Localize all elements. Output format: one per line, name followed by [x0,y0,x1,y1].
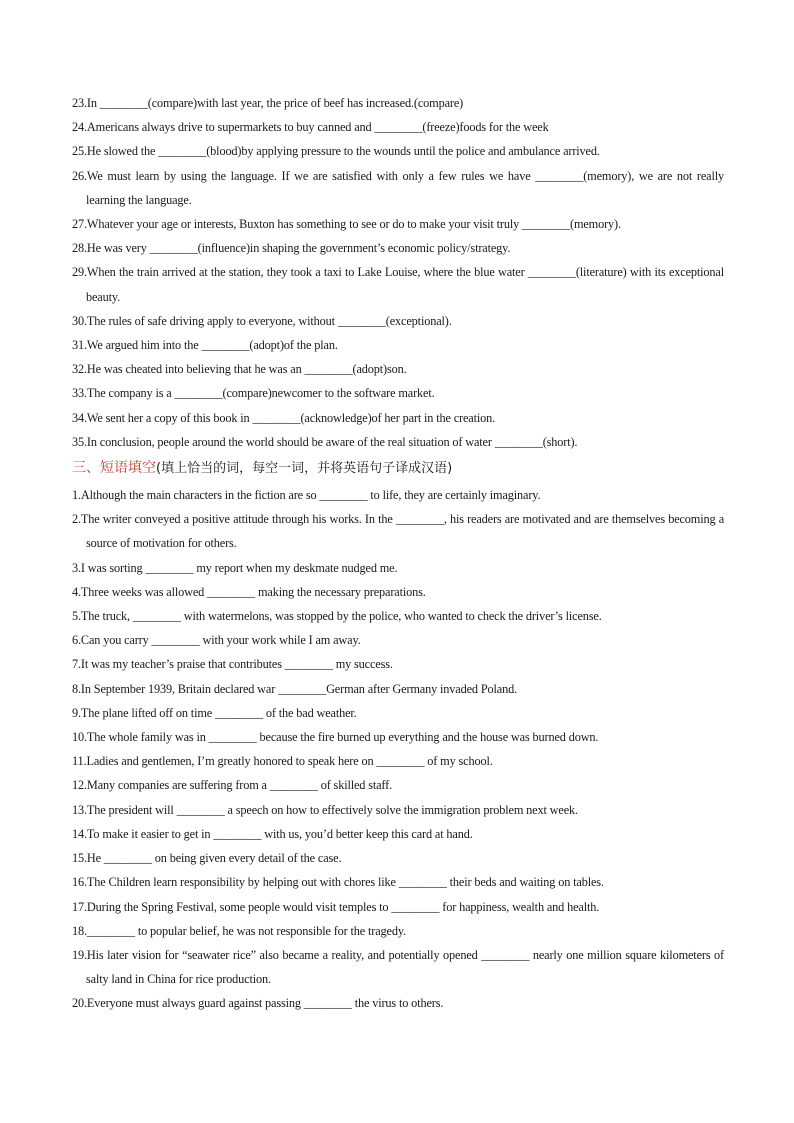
question-item: 5.The truck, ________ with watermelons, was stopped by the police, who wanted to check the driver’s license. [72,609,602,624]
question-item: 9.The plane lifted off on time ________ of the bad weather. [72,705,357,720]
question-item: 28.He was very ________(influence)in shaping the government’s economic policy/strategy. [72,241,511,256]
section-heading [72,455,724,482]
section-description: (填上恰当的词，每空一词，并将英语句子译成汉语) [156,461,453,477]
question-item: 30.The rules of safe driving apply to everyone, without ________(exceptional). [72,313,452,328]
question-item: 13.The president will ________ a speech on how to effectively solve the immigration problem next week. [72,802,578,817]
question-item: 4.Three weeks was allowed ________ making the necessary preparations. [72,584,426,599]
question-item: 24.Americans always drive to supermarkets to buy canned and ________(freeze)foods for the week [72,120,549,135]
question-item: 26.We must learn by using the language. If we are satisfied with only a few rules we have ________(memory), we are not really learning the language. [72,168,724,207]
question-item: 2.The writer conveyed a positive attitude through his works. In the ________, his readers are motivated and are themselves becoming a source of motivation for others. [72,512,724,551]
section-title: 短语填空 [100,460,156,477]
question-item: 32.He was cheated into believing that he was an ________(adopt)son. [72,362,407,377]
question-item: 15.He ________ on being given every detail of the case. [72,851,342,866]
question-item: 11.Ladies and gentlemen, I’m greatly honored to speak here on ________ of my school. [72,754,493,769]
question-item: 27.Whatever your age or interests, Buxton has something to see or do to make your visit truly ________(memory). [72,217,621,232]
question-item: 8.In September 1939, Britain declared war ________German after Germany invaded Poland. [72,681,518,696]
question-item: 25.He slowed the ________(blood)by applying pressure to the wounds until the police and ambulance arrived. [72,144,600,159]
question-item: 35.In conclusion, people around the world should be aware of the real situation of water ________(short). [72,434,578,449]
question-item: 29.When the train arrived at the station, they took a taxi to Lake Louise, where the blue water ________(literature) with its exceptional beauty. [72,265,724,304]
worksheet-page [72,91,724,1016]
section-number: 三、 [72,460,100,477]
question-item: 23.In ________(compare)with last year, the price of beef has increased.(compare) [72,96,464,110]
question-item: 16.The Children learn responsibility by helping out with chores like ________ their beds and waiting on tables. [72,875,604,890]
question-item: 12.Many companies are suffering from a ________ of skilled staff. [72,778,393,793]
question-item: 14.To make it easier to get in ________ with us, you’d better keep this card at hand. [72,826,473,841]
question-item: 3.I was sorting ________ my report when my deskmate nudged me. [72,560,398,575]
question-item: 31.We argued him into the ________(adopt)of the plan. [72,338,338,353]
part2-list [72,91,724,454]
question-item: 33.The company is a ________(compare)newcomer to the software market. [72,386,435,401]
question-item: 19.His later vision for “seawater rice” also became a reality, and potentially opened ________ nearly one million square kilometers of salty land in China for rice production. [72,947,724,987]
question-item: 7.It was my teacher’s praise that contributes ________ my success. [72,657,393,672]
question-item: 1.Although the main characters in the fiction are so ________ to life, they are certainly imaginary. [72,488,541,503]
part3-list [72,483,724,1015]
question-item: 10.The whole family was in ________ because the fire burned up everything and the house was burned down. [72,730,599,745]
question-item: 34.We sent her a copy of this book in ________(acknowledge)of her part in the creation. [72,410,496,425]
question-item: 20.Everyone must always guard against passing ________ the virus to others. [72,996,444,1011]
question-item: 17.During the Spring Festival, some people would visit temples to ________ for happiness, wealth and health. [72,899,600,914]
question-item: 6.Can you carry ________ with your work while I am away. [72,633,361,648]
question-item: 18.________ to popular belief, he was not responsible for the tragedy. [72,923,406,938]
